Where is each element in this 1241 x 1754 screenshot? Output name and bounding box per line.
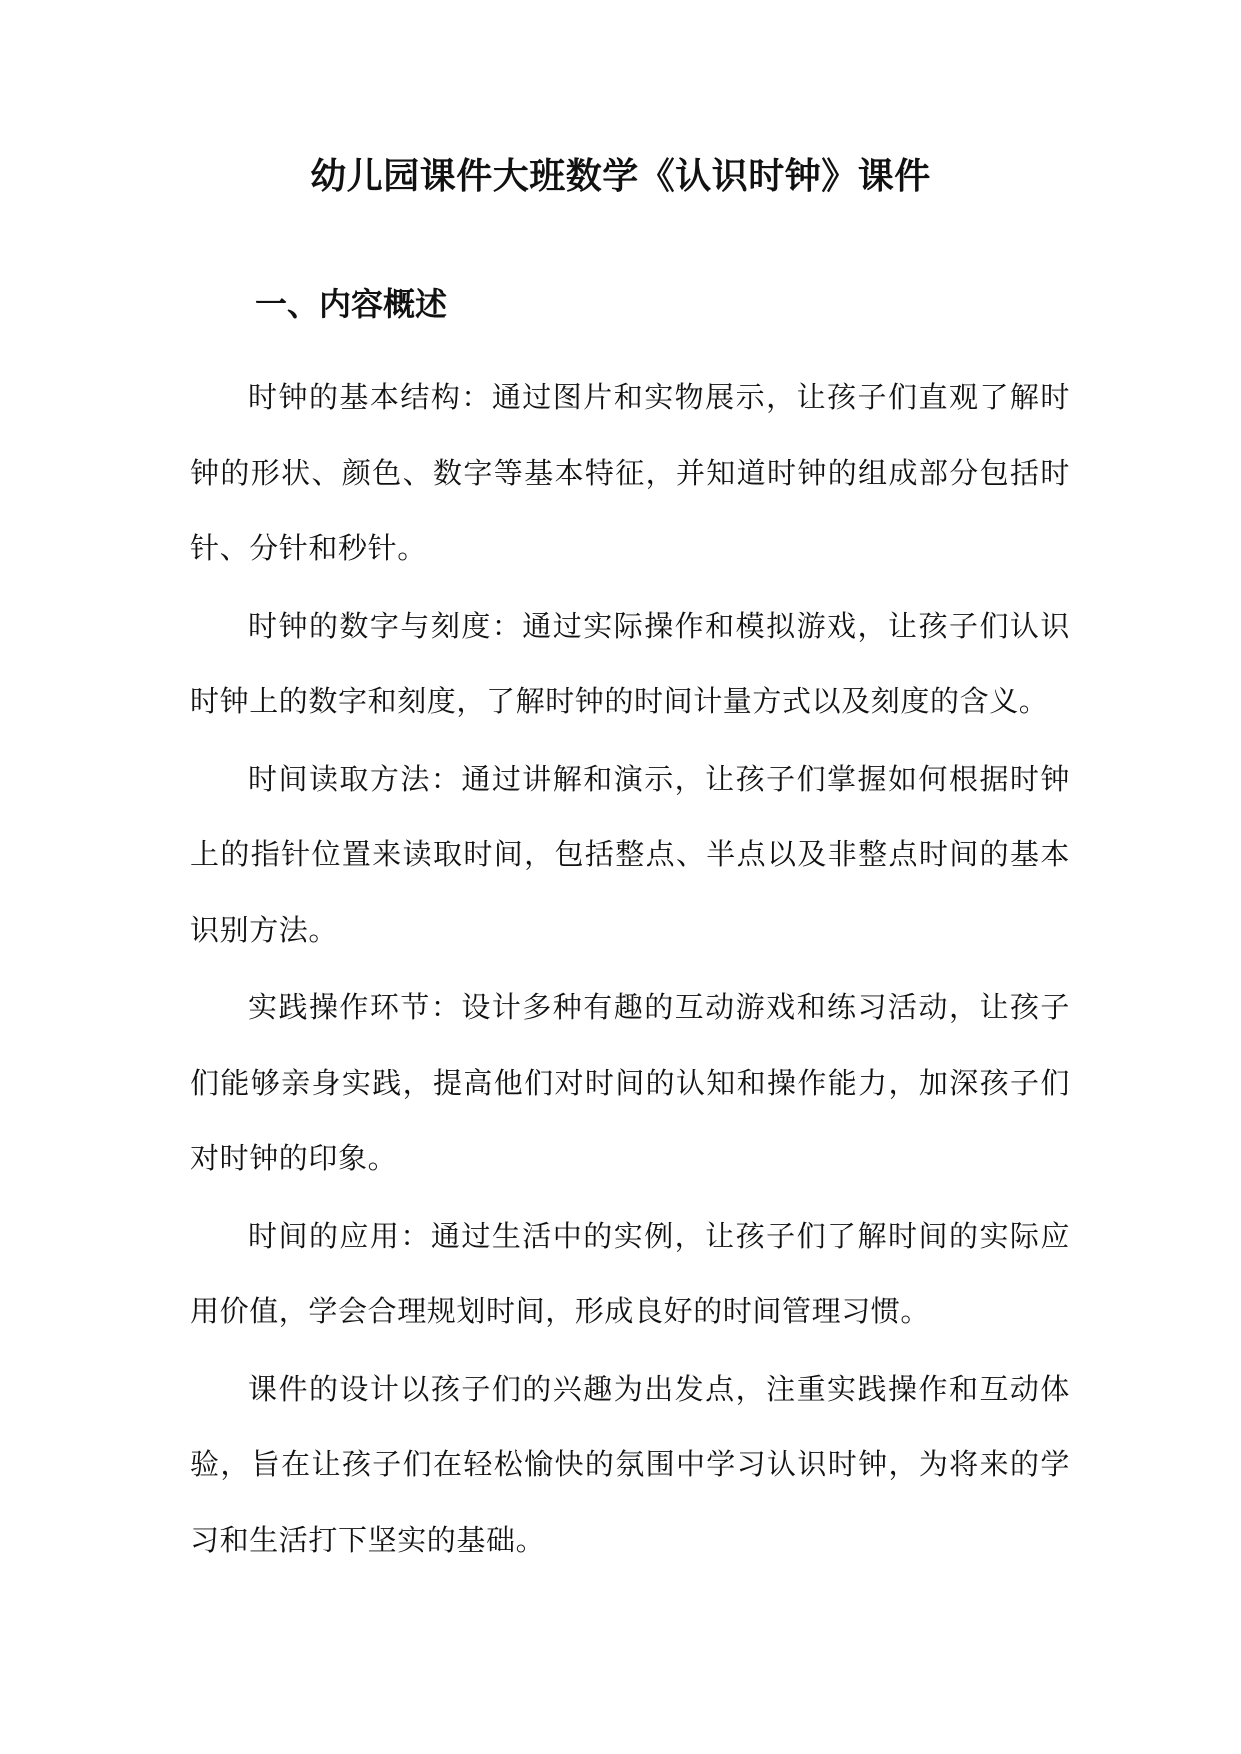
document-title: 幼儿园课件大班数学《认识时钟》课件: [310, 155, 931, 197]
paragraph-clock-structure: 时钟的基本结构：通过图片和实物展示，让孩子们直观了解时钟的形状、颜色、数字等基本特征，并知道时钟的组成部分包括时针、分针和秒针。: [190, 380, 1070, 565]
paragraph-time-application: 时间的应用：通过生活中的实例，让孩子们了解时间的实际应用价值，学会合理规划时间，形成良好的时间管理习惯。: [190, 1218, 1070, 1328]
paragraph-numbers-and-marks: 时钟的数字与刻度：通过实际操作和模拟游戏，让孩子们认识时钟上的数字和刻度，了解时钟的时间计量方式以及刻度的含义。: [190, 608, 1070, 718]
section-heading: 一、内容概述: [255, 285, 448, 323]
paragraph-practice: 实践操作环节：设计多种有趣的互动游戏和练习活动，让孩子们能够亲身实践，提高他们对时间的认知和操作能力，加深孩子们对时钟的印象。: [190, 990, 1070, 1175]
paragraph-design-summary: 课件的设计以孩子们的兴趣为出发点，注重实践操作和互动体验，旨在让孩子们在轻松愉快的氛围中学习认识时钟，为将来的学习和生活打下坚实的基础。: [190, 1371, 1070, 1557]
paragraph-reading-time: 时间读取方法：通过讲解和演示，让孩子们掌握如何根据时钟上的指针位置来读取时间，包括整点、半点以及非整点时间的基本识别方法。: [190, 761, 1070, 947]
document-body: [190, 360, 1070, 1580]
